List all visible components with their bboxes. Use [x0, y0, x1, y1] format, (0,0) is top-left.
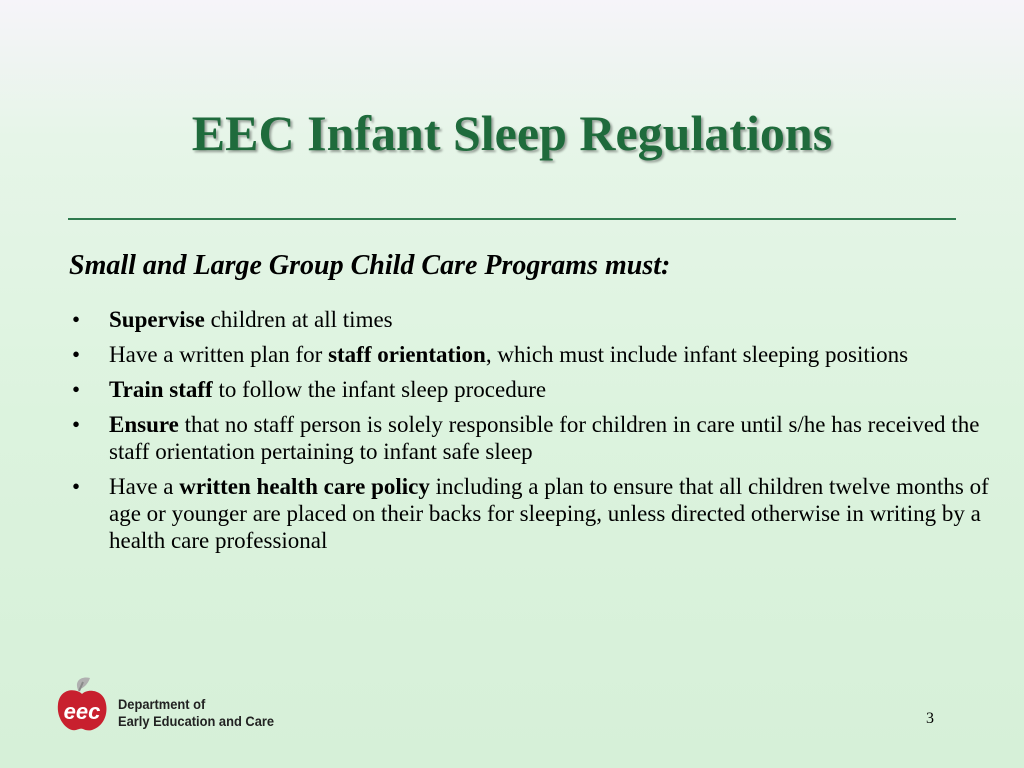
list-item	[72, 306, 1002, 333]
bullet-text: children at all times	[204, 307, 393, 332]
bullet-text: including a plan to ensure that all children twelve months of age or younger are placed on their backs for sleeping, unless directed otherwise in writing by a health care professional	[109, 474, 989, 553]
bullet-emphasis: Supervise	[109, 307, 205, 332]
bullet-text: that no staff person is solely responsible for children in care until s/he has received the staff orientation pertaining to infant safe sleep	[109, 412, 980, 464]
bullet-icon: •	[72, 342, 81, 367]
eec-logo	[52, 674, 292, 738]
logo-line-2: Early Education and Care	[118, 713, 275, 729]
list-item	[72, 473, 1002, 554]
page-number: 3	[926, 710, 934, 727]
bullet-icon: •	[72, 474, 81, 499]
bullet-list	[72, 306, 1002, 562]
list-item	[72, 376, 1002, 403]
bullet-icon: •	[72, 412, 81, 437]
bullet-text-lead: Have a	[109, 474, 180, 499]
logo-line-1: Department of	[118, 696, 206, 712]
bullet-text: to follow the infant sleep procedure	[212, 377, 547, 402]
slide-subtitle: Small and Large Group Child Care Programs must:	[69, 250, 671, 281]
leaf-icon	[77, 678, 90, 691]
bullet-emphasis: Train staff	[109, 377, 213, 402]
bullet-emphasis: staff orientation	[328, 342, 486, 367]
bullet-icon: •	[72, 377, 81, 402]
logo-text	[118, 696, 274, 730]
slide-title: EEC Infant Sleep Regulations	[191, 105, 833, 161]
bullet-emphasis: written health care policy	[179, 474, 430, 499]
bullet-icon: •	[72, 307, 81, 332]
logo-mark: eec	[63, 699, 101, 724]
title-divider	[68, 218, 956, 220]
bullet-text-lead: Have a written plan for	[109, 342, 329, 367]
list-item	[72, 411, 1002, 465]
apple-logo-icon	[52, 674, 114, 736]
bullet-text: , which must include infant sleeping positions	[485, 342, 909, 367]
bullet-emphasis: Ensure	[109, 412, 179, 437]
list-item	[72, 341, 1002, 368]
